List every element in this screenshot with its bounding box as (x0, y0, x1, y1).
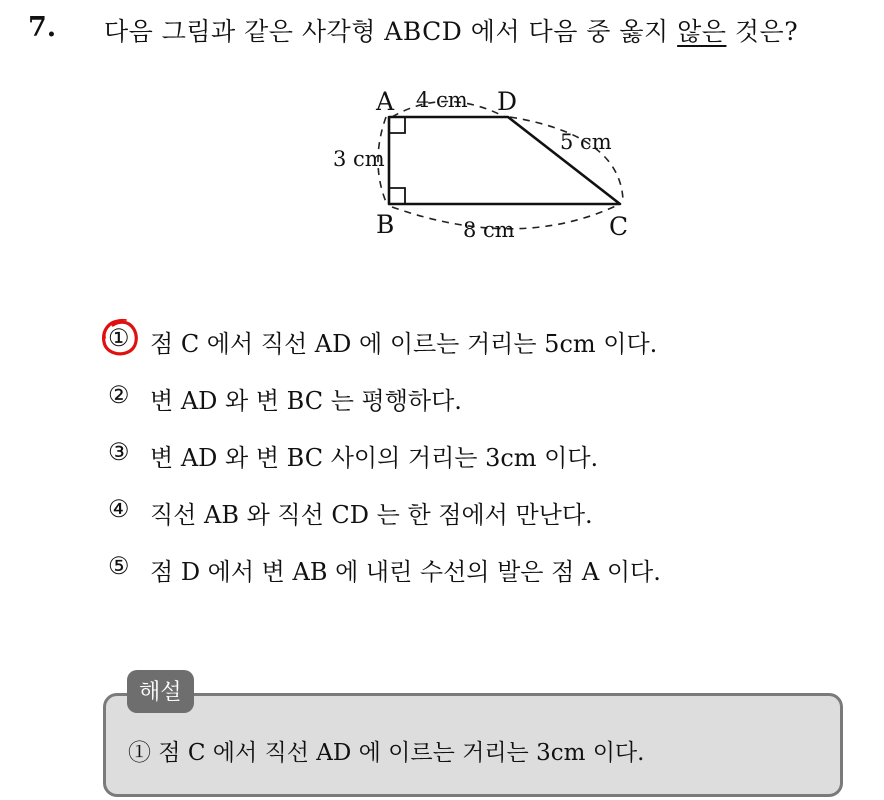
question-text (104, 12, 798, 48)
choice-number: ① (108, 324, 130, 352)
vertex-b-label: B (376, 210, 395, 239)
length-cd-label: 5 cm (560, 130, 612, 154)
explanation-text: ① 점 C 에서 직선 AD 에 이르는 거리는 3cm 이다. (128, 740, 645, 766)
choice-number: ⑤ (108, 552, 130, 580)
choice-4[interactable] (108, 495, 661, 552)
choice-number: ② (108, 381, 130, 409)
question-text-underlined: 않은 (677, 17, 727, 46)
question-text-end: 것은? (726, 17, 799, 46)
choice-1[interactable] (108, 324, 661, 381)
choice-5[interactable] (108, 552, 661, 609)
choice-text: 직선 AB 와 직선 CD 는 한 점에서 만난다. (150, 501, 593, 529)
right-angle-b (389, 188, 405, 204)
vertex-c-label: C (609, 212, 629, 241)
trapezoid-figure (320, 80, 660, 250)
choice-3[interactable] (108, 438, 661, 495)
explanation-tag: 해설 (127, 670, 194, 713)
choices-list (108, 324, 661, 609)
question-text-main: 다음 그림과 같은 사각형 ABCD 에서 다음 중 옳지 (104, 17, 678, 46)
choice-text: 점 C 에서 직선 AD 에 이르는 거리는 5cm 이다. (150, 330, 658, 358)
choice-number: ④ (108, 495, 130, 523)
choice-number: ③ (108, 438, 130, 466)
choice-2[interactable] (108, 381, 661, 438)
trapezoid-diagram (320, 80, 660, 250)
vertex-a-label: A (376, 87, 395, 116)
right-angle-a (389, 117, 405, 133)
answer-mark-circle (98, 316, 142, 360)
choice-text: 변 AD 와 변 BC 는 평행하다. (150, 387, 462, 415)
length-ad-label: 4 cm (416, 88, 468, 112)
vertex-d-label: D (497, 87, 518, 116)
choice-text: 변 AD 와 변 BC 사이의 거리는 3cm 이다. (150, 444, 599, 472)
question-number: 7. (28, 12, 57, 43)
length-bc-label: 8 cm (463, 218, 515, 242)
choice-text: 점 D 에서 변 AB 에 내린 수선의 발은 점 A 이다. (150, 558, 661, 586)
length-ab-label: 3 cm (333, 147, 385, 171)
